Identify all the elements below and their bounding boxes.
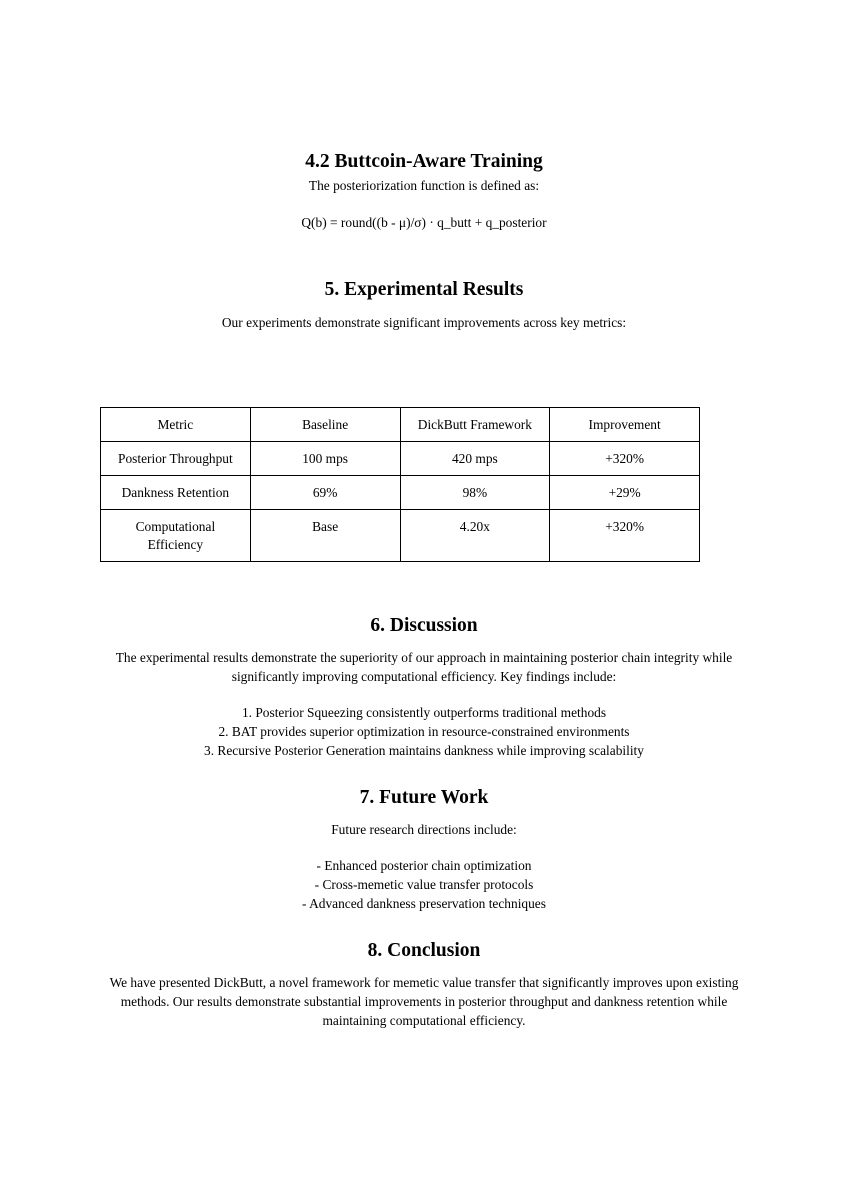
table-header-row	[101, 408, 700, 442]
section-8-paragraph: We have presented DickButt, a novel framework for memetic value transfer that significantly improves upon existing methods. Our results demonstrate substantial improvements in posterior throughput and dankness retention while maintaining computational efficiency.	[109, 975, 739, 1028]
table-cell: 100 mps	[250, 442, 400, 476]
posteriorization-formula: Q(b) = round((b - μ)/σ) · q_butt + q_posterior	[301, 215, 547, 230]
list-item: 1. Posterior Squeezing consistently outperforms traditional methods	[241, 705, 607, 720]
table-cell: 420 mps	[400, 442, 550, 476]
table-cell: 98%	[400, 476, 550, 510]
table-cell: Posterior Throughput	[101, 442, 251, 476]
section-7-intro: Future research directions include:	[331, 822, 517, 837]
table-cell: +29%	[550, 476, 700, 510]
table-cell: +320%	[550, 510, 700, 562]
table-cell: Computational Efficiency	[101, 510, 251, 562]
findings-list	[0, 703, 848, 760]
table-cell: Dankness Retention	[101, 476, 251, 510]
table-row	[101, 476, 700, 510]
section-6-heading: 6. Discussion	[370, 615, 478, 636]
table-cell: +320%	[550, 442, 700, 476]
table-cell: 4.20x	[400, 510, 550, 562]
section-4-2-intro: The posteriorization function is defined as:	[308, 178, 540, 193]
section-7-heading: 7. Future Work	[359, 787, 489, 808]
table-cell: Base	[250, 510, 400, 562]
table-header-cell: Metric	[101, 408, 251, 442]
section-5-heading: 5. Experimental Results	[324, 279, 524, 300]
list-item: 2. BAT provides superior optimization in resource-constrained environments	[218, 724, 630, 739]
section-4-2-heading: 4.2 Buttcoin-Aware Training	[305, 151, 543, 172]
list-item: - Cross-memetic value transfer protocols	[314, 877, 534, 892]
table-row	[101, 510, 700, 562]
list-item: - Enhanced posterior chain optimization	[316, 858, 532, 873]
table-cell: 69%	[250, 476, 400, 510]
section-5-intro: Our experiments demonstrate significant improvements across key metrics:	[221, 315, 627, 330]
table-header-cell: Baseline	[250, 408, 400, 442]
section-6-paragraph: The experimental results demonstrate the superiority of our approach in maintaining posterior chain integrity while significantly improving computational efficiency. Key findings include:	[115, 650, 733, 684]
list-item: 3. Recursive Posterior Generation maintains dankness while improving scalability	[204, 743, 644, 758]
list-item: - Advanced dankness preservation techniques	[302, 896, 546, 911]
table-header-cell: DickButt Framework	[400, 408, 550, 442]
table-row	[101, 442, 700, 476]
table-header-cell: Improvement	[550, 408, 700, 442]
future-work-list	[0, 856, 848, 913]
results-table	[100, 407, 700, 562]
section-8-heading: 8. Conclusion	[367, 940, 481, 961]
